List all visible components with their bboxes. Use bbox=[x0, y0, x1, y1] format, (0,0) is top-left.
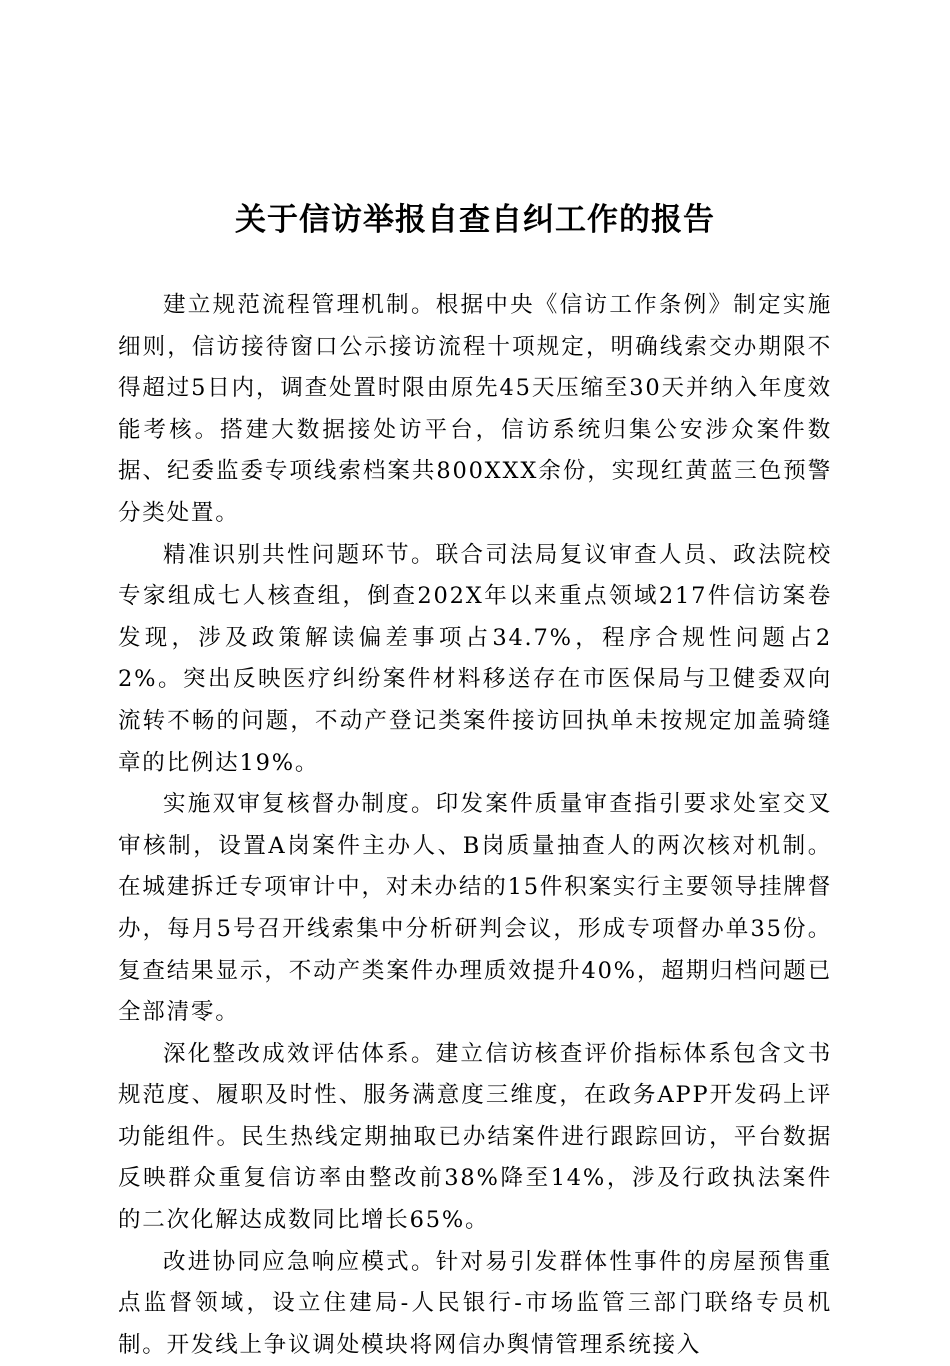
paragraph-common-issues: 精准识别共性问题环节。联合司法局复议审查人员、政法院校专家组成七人核查组，倒查202X年以来重点领域217件信访案卷发现，涉及政策解读偏差事项占34.7%，程序合规性问题占22%。突出反映医疗纠纷案件材料移送存在市医保局与卫健委双向流转不畅的问题，不动产登记类案件接访回执单未按规定加盖骑缝章的比例达19%。 bbox=[118, 541, 832, 776]
paragraph-dual-review: 实施双审复核督办制度。印发案件质量审查指引要求处室交叉审核制，设置A岗案件主办人、B岗质量抽查人的两次核对机制。在城建拆迁专项审计中，对未办结的15件积案实行主要领导挂牌督办，每月5号召开线索集中分析研判会议，形成专项督办单35份。复查结果显示，不动产类案件办理质效提升40%，超期归档问题已全部清零。 bbox=[118, 791, 832, 1026]
paragraph-process-mechanism: 建立规范流程管理机制。根据中央《信访工作条例》制定实施细则，信访接待窗口公示接访流程十项规定，明确线索交办期限不得超过5日内，调查处置时限由原先45天压缩至30天并纳入年度效能考核。搭建大数据接处访平台，信访系统归集公安涉众案件数据、纪委监委专项线索档案共800XXX余份，实现红黄蓝三色预警分类处置。 bbox=[118, 292, 832, 526]
paragraph-evaluation-system: 深化整改成效评估体系。建立信访核查评价指标体系包含文书规范度、履职及时性、服务满意度三维度，在政务APP开发码上评功能组件。民生热线定期抽取已办结案件进行跟踪回访，平台数据反映群众重复信访率由整改前38%降至14%，涉及行政执法案件的二次化解达成数同比增长65%。 bbox=[118, 1040, 832, 1234]
document-body bbox=[118, 285, 832, 1366]
document-title: 关于信访举报自查自纠工作的报告 bbox=[235, 202, 715, 238]
paragraph-emergency-response: 改进协同应急响应模式。针对易引发群体性事件的房屋预售重点监督领域，设立住建局-人民银行-市场监管三部门联络专员机制。开发线上争议调处模块将网信办舆情管理系统接入 bbox=[118, 1248, 832, 1358]
